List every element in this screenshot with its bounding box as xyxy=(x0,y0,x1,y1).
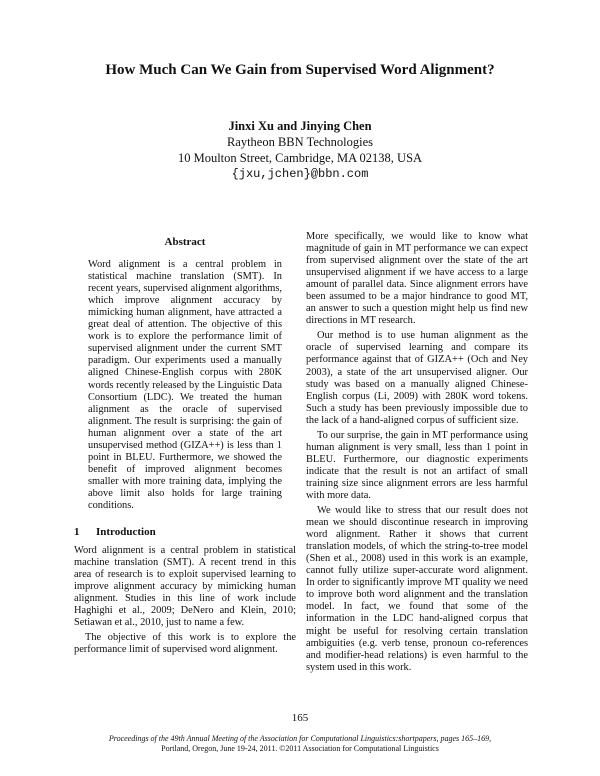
section-number: 1 xyxy=(74,526,80,539)
abstract-text: Word alignment is a central problem in statistical machine translation (SMT). In recent years, supervised alignment algorithms, which improve alignment accuracy by mimicking human alignment, have attracted a great deal of attention. The objective of this work is to explore the performance limit of supervised alignment under the current SMT paradigm. Our experiments used a manually aligned Chinese-English corpus with 280K words recently released by the Linguistic Data Consortium (LDC). We treated the human alignment as the oracle of supervised alignment. The result is surprising: the gain of human alignment over a state of the art unsupervised method (GIZA++) is less than 1 point in BLEU. Furthermore, we showed the benefit of improved alignment becomes smaller with more training data, implying the above limit also holds for large training conditions. xyxy=(88,259,282,511)
section-heading xyxy=(74,526,296,538)
page-number: 165 xyxy=(291,712,309,724)
author-names: Jinxi Xu and Jinying Chen xyxy=(228,119,372,133)
right-paragraph-1: More specifically, we would like to know what magnitude of gain in MT performance we can expect from supervised alignment over the state of the art unsupervised alignment if we have access to a large amount of parallel data. Since alignment errors have been assumed to be a major hindrance to good MT, an answer to such a question might help us find new directions in MT research. xyxy=(306,231,528,327)
author-email: {jxu,jchen}@bbn.com xyxy=(231,167,369,181)
right-paragraph-3: To our surprise, the gain in MT performance using human alignment is very small, less than 1 point in BLEU. Furthermore, our diagnostic experiments indicate that the result is not an artifact of small training size since alignment errors are less harmful with more data. xyxy=(306,429,528,501)
footer-line-1: Proceedings of the 49th Annual Meeting of the Association for Computational Linguistics:shortpapers, pages 165–169, xyxy=(108,734,492,743)
abstract-heading: Abstract xyxy=(164,236,206,248)
footer xyxy=(0,734,600,754)
footer-line-2: Portland, Oregon, June 19-24, 2011. ©2011 Association for Computational Linguistics xyxy=(161,744,439,753)
intro-paragraph-1: Word alignment is a central problem in statistical machine translation (SMT). A recent trend in this area of research is to exploit supervised learning to improve alignment accuracy by mimicking human alignment. Studies in this line of work include Haghighi et al., 2009; DeNero and Klein, 2010; Setiawan et al., 2010, just to name a few. xyxy=(74,545,296,629)
paper-title: How Much Can We Gain from Supervised Word Alignment? xyxy=(105,62,495,78)
author-affiliation: Raytheon BBN Technologies xyxy=(226,135,374,149)
right-column xyxy=(306,231,528,674)
right-paragraph-2: Our method is to use human alignment as the oracle of supervised learning and compare its performance against that of GIZA++ (Och and Ney 2003), a state of the art unsupervised aligner. Our study was based on a manually aligned Chinese-English corpus (Li, 2009) with 280K word tokens. Such a study has been previously impossible due to the lack of a hand-aligned corpus of sufficient size. xyxy=(306,330,528,426)
intro-paragraph-2: The objective of this work is to explore the performance limit of supervised word alignment. xyxy=(74,632,296,656)
section-title: Introduction xyxy=(96,526,156,539)
author-address: 10 Moulton Street, Cambridge, MA 02138, USA xyxy=(177,151,423,165)
right-paragraph-4: We would like to stress that our result does not mean we should discontinue research in improving word alignment. Rather it shows that current translation models, of which the string-to-tree model (Shen et al., 2008) used in this work is an example, cannot fully utilize super-accurate word alignment. In order to significantly improve MT quality we need to improve both word alignment and the translation model. In fact, we found that some of the information in the LDC hand-aligned corpus that might be useful for resolving certain translation ambiguities (e.g. verb tense, pronoun co-references and modifier-head relations) is even harmful to the system used in this work. xyxy=(306,505,528,673)
author-block xyxy=(0,118,600,182)
left-column xyxy=(74,236,296,657)
